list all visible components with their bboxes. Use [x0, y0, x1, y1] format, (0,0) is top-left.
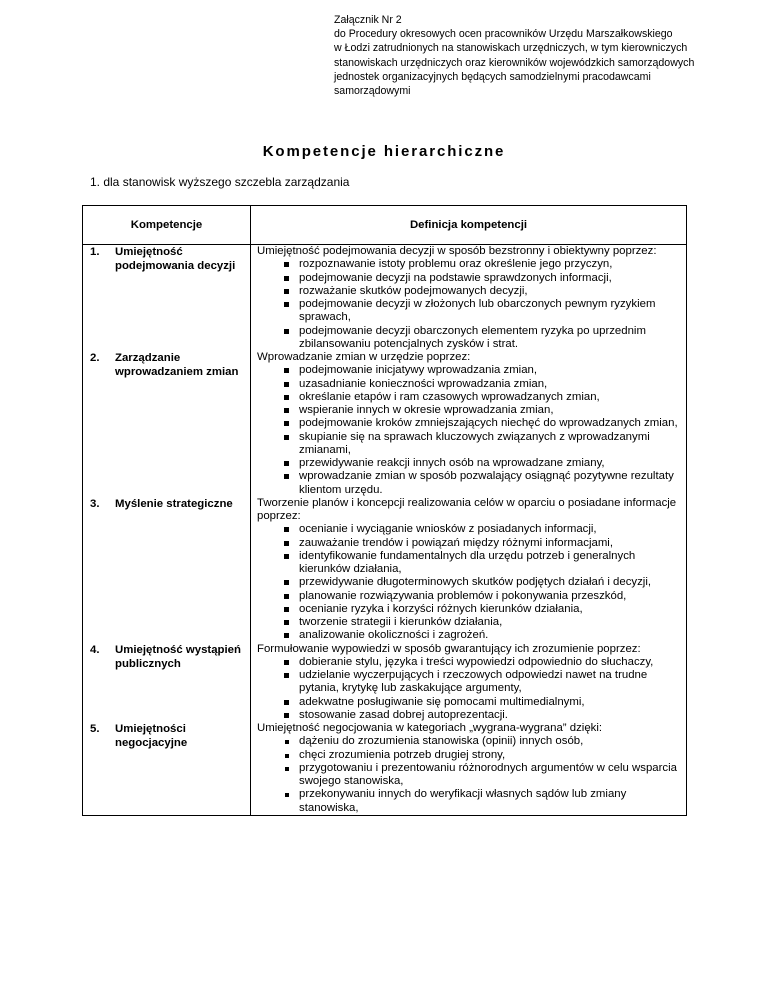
attachment-note-line: w Łodzi zatrudnionych na stanowiskach urzędniczych, w tym kierowniczych	[334, 42, 688, 55]
definition-item: przewidywanie reakcji innych osób na wprowadzane zmiany,	[257, 457, 680, 470]
definition-intro: Formułowanie wypowiedzi w sposób gwarantujący ich zrozumienie poprzez:	[257, 642, 641, 655]
competency-number: 2.	[90, 352, 100, 364]
competency-label: Umiejętności negocjacyjne	[115, 723, 188, 750]
definition-list	[257, 364, 680, 497]
column-header-competencies: Kompetencje	[83, 206, 251, 245]
definition-item: podejmowanie decyzji obarczonych elementem ryzyka po uprzednim zbilansowaniu potencjalnych zysków i strat.	[257, 325, 680, 352]
definition-item: przekonywaniu innych do weryfikacji własnych sądów lub zmiany stanowiska,	[257, 788, 680, 815]
competency-table	[82, 205, 687, 816]
definition-item: podejmowanie kroków zmniejszających niechęć do wprowadzanych zmian,	[257, 417, 680, 430]
definition-block	[251, 643, 686, 723]
definition-item: dążeniu do zrozumienia stanowiska (opinii) innych osób,	[257, 735, 680, 748]
definition-item: adekwatne posługiwanie się pomocami multimedialnymi,	[257, 696, 680, 709]
definition-item: ocenianie i wyciąganie wniosków z posiadanych informacji,	[257, 523, 680, 536]
definition-item: tworzenie strategii i kierunków działania,	[257, 616, 680, 629]
definition-item: podejmowanie decyzji w złożonych lub obarczonych pewnym ryzykiem sprawach,	[257, 298, 680, 325]
attachment-note-line: jednostek organizacyjnych będących samodzielnymi pracodawcami	[334, 70, 651, 83]
definition-item: przewidywanie długoterminowych skutków podjętych działań i decyzji,	[257, 576, 680, 589]
competency-number: 5.	[90, 723, 100, 735]
section-subtitle: 1. dla stanowisk wyższego szczebla zarządzania	[90, 175, 350, 189]
definition-list	[257, 523, 680, 642]
definition-block	[251, 351, 686, 497]
definition-item: stosowanie zasad dobrej autoprezentacji.	[257, 709, 680, 722]
competency-number: 4.	[90, 644, 100, 656]
definition-item: identyfikowanie fundamentalnych dla urzędu potrzeb i generalnych kierunków działania,	[257, 550, 680, 577]
competency-label: Umiejętność podejmowania decyzji	[115, 246, 236, 273]
definition-item: zauważanie trendów i powiązań między różnymi informacjami,	[257, 537, 680, 550]
definition-list	[257, 656, 680, 722]
competency-label: Umiejętność wystąpień publicznych	[115, 644, 241, 671]
definition-item: określanie etapów i ram czasowych wprowadzanych zmian,	[257, 391, 680, 404]
definition-item: chęci zrozumienia potrzeb drugiej strony,	[257, 749, 680, 762]
definition-block	[251, 722, 686, 815]
definition-item: planowanie rozwiązywania problemów i pokonywania przeszkód,	[257, 590, 680, 603]
column-header-definition: Definicja kompetencji	[251, 206, 687, 245]
attachment-note-line: samorządowymi	[334, 85, 411, 98]
definition-item: wspieranie innych w okresie wprowadzania zmian,	[257, 404, 680, 417]
definition-list	[257, 735, 680, 815]
competency-name	[83, 351, 245, 379]
definition-item: przygotowaniu i prezentowaniu różnorodnych argumentów w celu wsparcia swojego stanowiska,	[257, 762, 680, 789]
definition-block	[251, 245, 686, 351]
competency-name	[83, 497, 245, 511]
document-title: Kompetencje hierarchiczne	[262, 143, 506, 160]
attachment-note	[334, 13, 734, 98]
definition-item: skupianie się na sprawach kluczowych związanych z wprowadzanymi zmianami,	[257, 431, 680, 458]
competency-label: Zarządzanie wprowadzaniem zmian	[115, 352, 239, 379]
definition-item: dobieranie stylu, języka i treści wypowiedzi odpowiednio do słuchaczy,	[257, 656, 680, 669]
definition-item: analizowanie okoliczności i zagrożeń.	[257, 629, 680, 642]
definition-item: podejmowanie decyzji na podstawie sprawdzonych informacji,	[257, 272, 680, 285]
table-header-row	[83, 206, 687, 245]
competency-definitions	[251, 245, 686, 815]
competency-number: 3.	[90, 498, 100, 510]
competency-number: 1.	[90, 246, 100, 258]
competency-name	[83, 643, 245, 671]
definition-item: podejmowanie inicjatywy wprowadzania zmian,	[257, 364, 680, 377]
definition-item: ocenianie ryzyka i korzyści różnych kierunków działania,	[257, 603, 680, 616]
definition-block	[251, 497, 686, 643]
definition-item: wprowadzanie zmian w sposób pozwalający osiągnąć pozytywne rezultaty klientom urzędu.	[257, 470, 680, 497]
definition-item: udzielanie wyczerpujących i rzeczowych odpowiedzi nawet na trudne pytania, krytykę lub zaskakujące argumenty,	[257, 669, 680, 696]
definition-intro: Wprowadzanie zmian w urzędzie poprzez:	[257, 351, 471, 363]
definition-intro: Umiejętność podejmowania decyzji w sposób bezstronny i obiektywny poprzez:	[257, 245, 657, 257]
attachment-note-line: Załącznik Nr 2	[334, 14, 402, 26]
definition-intro: Umiejętność negocjowania w kategoriach „wygrana-wygrana” dzięki:	[257, 722, 603, 734]
definition-item: rozpoznawanie istoty problemu oraz określenie jego przyczyn,	[257, 258, 680, 271]
competency-name	[83, 245, 245, 273]
table-body-row	[83, 245, 687, 816]
competency-name	[83, 722, 245, 750]
definition-item: uzasadnianie konieczności wprowadzania zmian,	[257, 378, 680, 391]
competency-label: Myślenie strategiczne	[115, 498, 233, 510]
attachment-note-line: stanowiskach urzędniczych oraz kierowników wojewódzkich samorządowych	[334, 56, 695, 69]
competency-names-cell	[83, 245, 251, 816]
definition-list	[257, 258, 680, 351]
attachment-note-line: do Procedury okresowych ocen pracowników Urzędu Marszałkowskiego	[334, 28, 673, 41]
definition-intro: Tworzenie planów i koncepcji realizowania celów w oparciu o posiadane informacje poprzez:	[257, 496, 677, 522]
definitions-cell	[251, 245, 687, 816]
definition-item: rozważanie skutków podejmowanych decyzji,	[257, 285, 680, 298]
